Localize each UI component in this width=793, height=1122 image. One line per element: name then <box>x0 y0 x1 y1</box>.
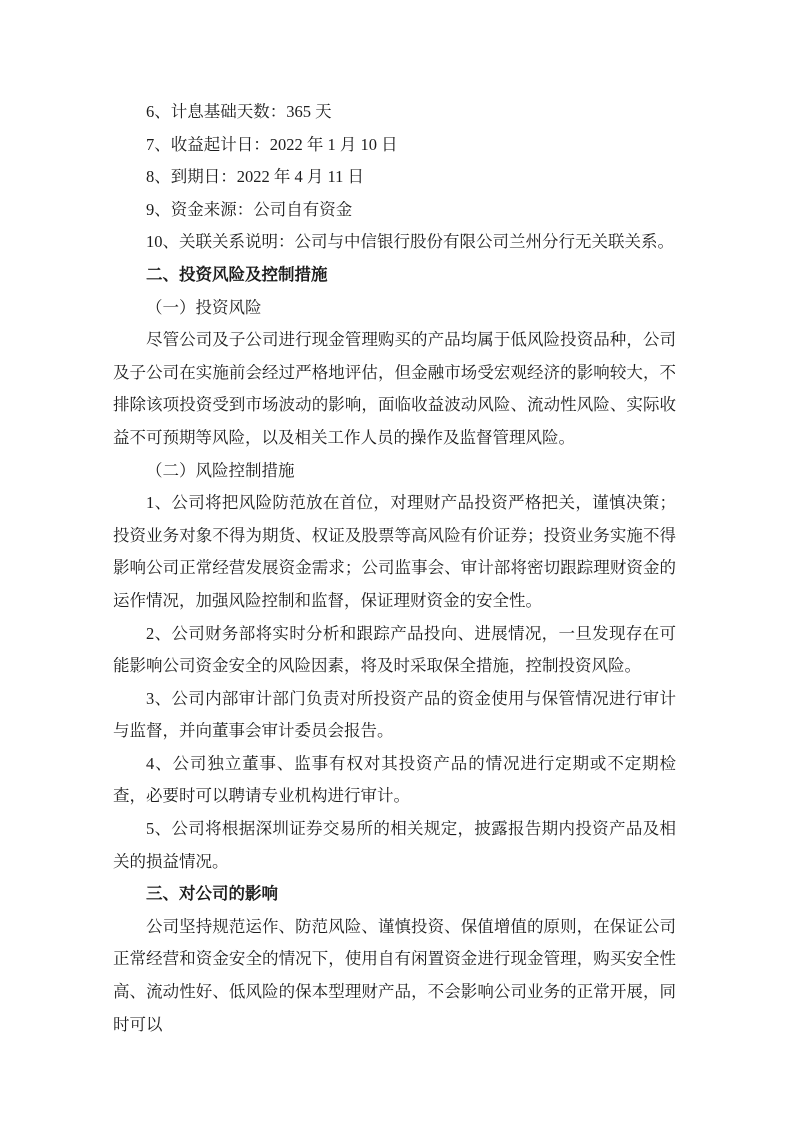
list-item-8: 8、到期日：2022 年 4 月 11 日 <box>146 167 365 187</box>
subsection-heading-2-1: （一）投资风险 <box>146 297 262 317</box>
paragraph-company-impact: 公司坚持规范运作、防范风险、谨慎投资、保值增值的原则，在保证公司正常经营和资金安全的情况下，使用自有闲置资金进行现金管理，购买安全性高、流动性好、低风险的保本型理财产品，不会影响公司业务的正常开展，同时可以 <box>113 916 676 1034</box>
list-item-10: 10、关联关系说明：公司与中信银行股份有限公司兰州分行无关联关系。 <box>146 232 674 252</box>
subsection-heading-2-2: （二）风险控制措施 <box>146 460 295 480</box>
paragraph-control-2: 2、公司财务部将实时分析和跟踪产品投向、进展情况，一旦发现存在可能影响公司资金安全的风险因素，将及时采取保全措施，控制投资风险。 <box>113 623 676 676</box>
paragraph-control-1: 1、公司将把风险防范放在首位，对理财产品投资严格把关，谨慎决策；投资业务对象不得为期货、权证及股票等高风险有价证券；投资业务实施不得影响公司正常经营发展资金需求；公司监事会、审计部将密切跟踪理财资金的运作情况，加强风险控制和监督，保证理财资金的安全性。 <box>113 493 676 610</box>
paragraph-control-5: 5、公司将根据深圳证券交易所的相关规定，披露报告期内投资产品及相关的损益情况。 <box>113 819 676 871</box>
list-item-9: 9、资金来源：公司自有资金 <box>146 199 353 219</box>
section-heading-2: 二、投资风险及控制措施 <box>146 265 328 284</box>
document-body <box>113 96 676 1041</box>
paragraph-control-4: 4、公司独立董事、监事有权对其投资产品的情况进行定期或不定期检查，必要时可以聘请专业机构进行审计。 <box>113 753 676 806</box>
list-item-6: 6、计息基础天数：365 天 <box>146 102 332 121</box>
list-item-7: 7、收益起计日：2022 年 1 月 10 日 <box>146 134 398 154</box>
paragraph-investment-risk: 尽管公司及子公司进行现金管理购买的产品均属于低风险投资品种，公司及子公司在实施前会经过严格地评估，但金融市场受宏观经济的影响较大，不排除该项投资受到市场波动的影响，面临收益波动风险、流动性风险、实际收益不可预期等风险，以及相关工作人员的操作及监督管理风险。 <box>113 330 676 447</box>
paragraph-control-3: 3、公司内部审计部门负责对所投资产品的资金使用与保管情况进行审计与监督，并向董事会审计委员会报告。 <box>113 688 676 741</box>
section-heading-3: 三、对公司的影响 <box>146 885 278 904</box>
